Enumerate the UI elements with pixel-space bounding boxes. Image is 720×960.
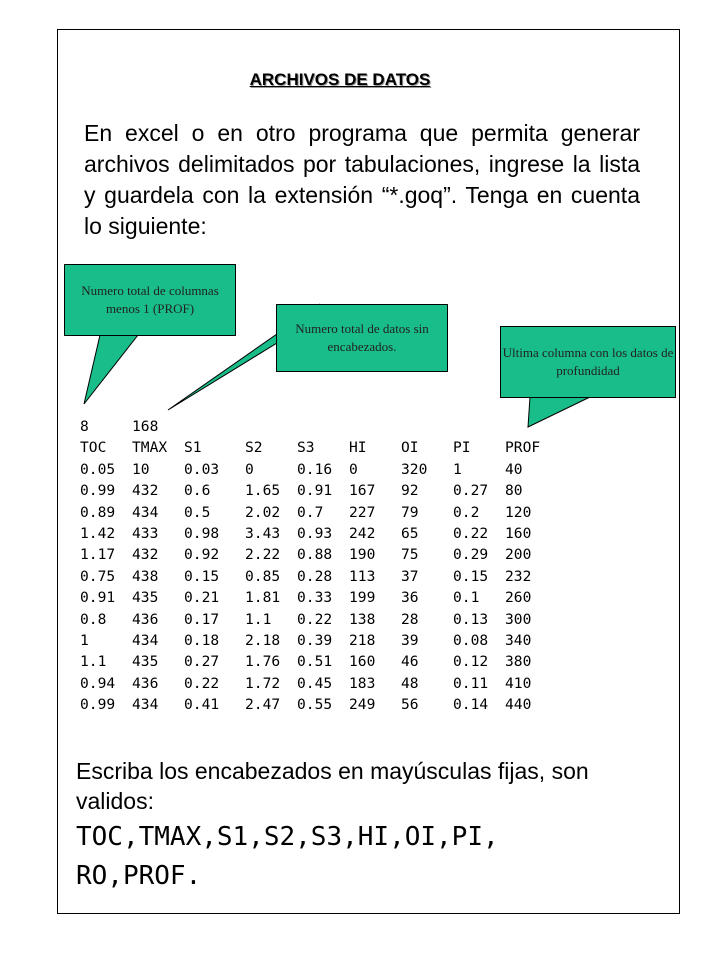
table-cell: 79 (401, 503, 419, 521)
table-cell: 75 (401, 546, 419, 564)
table-cell: 2.02 (245, 503, 281, 521)
table-cell: 1.72 (245, 674, 281, 692)
page-title: ARCHIVOS DE DATOS (249, 70, 431, 89)
table-cell: 0.85 (245, 567, 281, 585)
table-cell: 242 (349, 525, 376, 543)
table-cell: 0.92 (184, 546, 220, 564)
table-row (80, 673, 557, 694)
valid-headers-line: TOC,TMAX,S1,S2,S3,HI,OI,PI, (76, 822, 499, 852)
table-row (80, 523, 557, 544)
table-cell: 0.15 (453, 567, 489, 585)
table-row (80, 630, 557, 651)
table-cell: 1.65 (245, 482, 281, 500)
table-cell: 1 (80, 632, 89, 650)
count-row (80, 416, 557, 437)
table-cell: 434 (132, 503, 159, 521)
header-cell: TOC (80, 439, 107, 457)
table-cell: 0.15 (184, 567, 220, 585)
table-cell: 0.27 (184, 653, 220, 671)
table-cell: 410 (505, 674, 532, 692)
table-cell: 0.88 (297, 546, 333, 564)
table-cell: 218 (349, 632, 376, 650)
table-cell: 1.42 (80, 525, 116, 543)
table-row (80, 544, 557, 565)
table-row (80, 651, 557, 672)
callout-rows-text: Numero total de datos sin encabezados. (295, 321, 429, 354)
table-cell: 0.2 (453, 503, 480, 521)
table-cell: 1 (453, 460, 462, 478)
table-cell: 0.6 (184, 482, 211, 500)
table-cell: 300 (505, 610, 532, 628)
table-cell: 0.75 (80, 567, 116, 585)
table-cell: 56 (401, 696, 419, 714)
header-cell: S1 (184, 439, 202, 457)
table-cell: 0.39 (297, 632, 333, 650)
rows-count: 168 (132, 418, 159, 435)
table-row (80, 502, 557, 523)
table-cell: 0.22 (184, 674, 220, 692)
table-cell: 65 (401, 525, 419, 543)
callout-columns (64, 264, 236, 336)
header-cell: PROF (505, 439, 541, 457)
table-cell: 232 (505, 567, 532, 585)
data-table (80, 416, 557, 716)
table-cell: 113 (349, 567, 376, 585)
table-cell: 183 (349, 674, 376, 692)
table-cell: 0.41 (184, 696, 220, 714)
table-cell: 0.14 (453, 696, 489, 714)
table-row (80, 566, 557, 587)
table-cell: 0.8 (80, 610, 107, 628)
table-cell: 0.08 (453, 632, 489, 650)
table-row (80, 609, 557, 630)
table-cell: 190 (349, 546, 376, 564)
table-cell: 0.28 (297, 567, 333, 585)
callout-depth (500, 326, 676, 398)
table-cell: 0.05 (80, 460, 116, 478)
table-cell: 40 (505, 460, 523, 478)
table-cell: 46 (401, 653, 419, 671)
table-cell: 1.1 (245, 610, 272, 628)
table-cell: 138 (349, 610, 376, 628)
table-cell: 436 (132, 674, 159, 692)
table-cell: 435 (132, 653, 159, 671)
table-cell: 0.03 (184, 460, 220, 478)
table-cell: 432 (132, 546, 159, 564)
table-cell: 0.22 (453, 525, 489, 543)
table-cell: 1.81 (245, 589, 281, 607)
valid-headers (76, 818, 656, 896)
callout-rows (276, 304, 448, 372)
table-cell: 380 (505, 653, 532, 671)
table-cell: 0.91 (80, 589, 116, 607)
table-cell: 340 (505, 632, 532, 650)
header-cell: S2 (245, 439, 263, 457)
table-cell: 2.18 (245, 632, 281, 650)
table-cell: 0.7 (297, 503, 324, 521)
table-cell: 440 (505, 696, 532, 714)
table-cell: 0.94 (80, 674, 116, 692)
valid-headers-line: RO,PROF. (76, 861, 202, 891)
table-cell: 0.33 (297, 589, 333, 607)
table-cell: 28 (401, 610, 419, 628)
table-cell: 434 (132, 632, 159, 650)
table-cell: 433 (132, 525, 159, 543)
table-cell: 434 (132, 696, 159, 714)
table-cell: 92 (401, 482, 419, 500)
table-cell: 435 (132, 589, 159, 607)
table-row (80, 459, 557, 480)
table-cell: 0.55 (297, 696, 333, 714)
table-cell: 0.13 (453, 610, 489, 628)
table-cell: 37 (401, 567, 419, 585)
intro-paragraph: En excel o en otro programa que permita generar archivos delimitados por tabulaciones, ingrese la lista y guardela con la extensión “*.goq”. Tenga en cuenta lo siguiente: (84, 120, 640, 239)
table-cell: 160 (349, 653, 376, 671)
table-cell: 0.1 (453, 589, 480, 607)
table-cell: 436 (132, 610, 159, 628)
table-cell: 199 (349, 589, 376, 607)
header-row (80, 437, 557, 458)
table-cell: 0.17 (184, 610, 220, 628)
callout-columns-text: Numero total de columnas menos 1 (PROF) (81, 283, 219, 316)
table-cell: 0.29 (453, 546, 489, 564)
table-cell: 2.47 (245, 696, 281, 714)
table-cell: 0.12 (453, 653, 489, 671)
table-cell: 0.5 (184, 503, 211, 521)
columns-count: 8 (80, 418, 89, 435)
table-cell: 320 (401, 460, 428, 478)
table-cell: 0.27 (453, 482, 489, 500)
table-cell: 10 (132, 460, 150, 478)
table-cell: 1.76 (245, 653, 281, 671)
table-cell: 36 (401, 589, 419, 607)
table-cell: 200 (505, 546, 532, 564)
table-cell: 432 (132, 482, 159, 500)
table-cell: 0.11 (453, 674, 489, 692)
table-cell: 0.91 (297, 482, 333, 500)
table-cell: 167 (349, 482, 376, 500)
callout-tail-columns (84, 335, 138, 404)
table-cell: 260 (505, 589, 532, 607)
table-cell: 0.51 (297, 653, 333, 671)
table-cell: 2.22 (245, 546, 281, 564)
table-cell: 120 (505, 503, 532, 521)
table-cell: 227 (349, 503, 376, 521)
table-cell: 0.93 (297, 525, 333, 543)
table-cell: 0 (349, 460, 358, 478)
callout-depth-text: Ultima columna con los datos de profundidad (502, 345, 674, 378)
table-cell: 1.17 (80, 546, 116, 564)
header-cell: PI (453, 439, 471, 457)
instruction-note: Escriba los encabezados en mayúsculas fijas, son validos: (76, 758, 589, 814)
data-rows (80, 459, 557, 716)
table-cell: 0.22 (297, 610, 333, 628)
table-cell: 0.99 (80, 696, 116, 714)
table-cell: 0.21 (184, 589, 220, 607)
table-cell: 438 (132, 567, 159, 585)
table-row (80, 587, 557, 608)
table-cell: 0 (245, 460, 254, 478)
table-cell: 39 (401, 632, 419, 650)
table-cell: 48 (401, 674, 419, 692)
table-cell: 80 (505, 482, 523, 500)
header-cell: HI (349, 439, 367, 457)
table-cell: 0.45 (297, 674, 333, 692)
table-cell: 0.16 (297, 460, 333, 478)
header-cell: TMAX (132, 439, 168, 457)
table-cell: 249 (349, 696, 376, 714)
table-cell: 1.1 (80, 653, 107, 671)
header-cell: OI (401, 439, 419, 457)
table-row (80, 480, 557, 501)
table-cell: 0.89 (80, 503, 116, 521)
table-cell: 0.18 (184, 632, 220, 650)
table-cell: 0.99 (80, 482, 116, 500)
table-cell: 0.98 (184, 525, 220, 543)
table-cell: 160 (505, 525, 532, 543)
table-cell: 3.43 (245, 525, 281, 543)
header-cell: S3 (297, 439, 315, 457)
table-row (80, 694, 557, 715)
